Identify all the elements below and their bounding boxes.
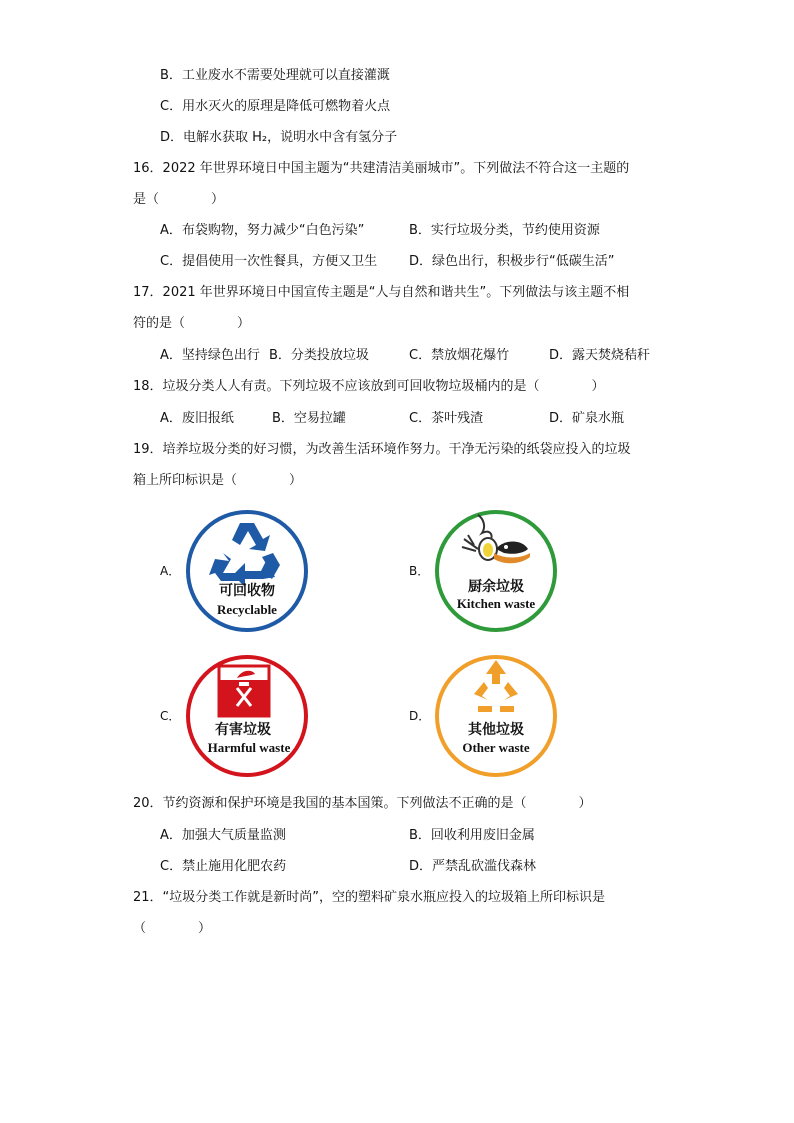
q19-label-c: C． xyxy=(160,709,181,723)
q21-stem-line2: （ ） xyxy=(133,921,212,936)
q20-stem: 20．节约资源和保护环境是我国的基本国策。下列做法不正确的是（ ） xyxy=(133,796,592,811)
q21-stem-line1: 21．“垃圾分类工作就是新时尚”，空的塑料矿泉水瓶应投入的垃圾箱上所印标识是 xyxy=(133,890,606,905)
q18-option-a: A．废旧报纸 xyxy=(160,411,234,426)
harmful-waste-cn-text: 有害垃圾 xyxy=(215,722,271,738)
q19-stem-line2: 箱上所印标识是（ ） xyxy=(133,473,303,488)
other-waste-sign xyxy=(434,654,558,778)
q17-stem-line2: 符的是（ ） xyxy=(133,316,251,331)
q17-option-b: B．分类投放垃圾 xyxy=(269,348,369,363)
q18-option-c: C．茶叶残渣 xyxy=(409,411,484,426)
q16-option-d: D．绿色出行，积极步行“低碳生活” xyxy=(409,254,615,269)
q17-option-c: C．禁放烟花爆竹 xyxy=(409,348,510,363)
q18-option-b: B．空易拉罐 xyxy=(272,411,346,426)
q17-option-a: A．坚持绿色出行 xyxy=(160,348,260,363)
kitchen-waste-cn-text: 厨余垃圾 xyxy=(468,579,524,595)
kitchen-waste-en-text: Kitchen waste xyxy=(456,596,536,611)
q16-option-c: C．提倡使用一次性餐具，方便又卫生 xyxy=(160,254,378,269)
hazard-bin-icon xyxy=(219,666,269,716)
q15-option-c: C．用水灭火的原理是降低可燃物着火点 xyxy=(160,99,391,114)
q20-option-a: A．加强大气质量监测 xyxy=(160,828,286,843)
q19-label-a: A． xyxy=(160,564,181,578)
q19-label-d: D． xyxy=(409,709,431,723)
q16-option-a: A．布袋购物，努力减少“白色污染” xyxy=(160,223,365,238)
q17-stem-line1: 17．2021 年世界环境日中国宣传主题是“人与自然和谐共生”。下列做法与该主题不相 xyxy=(133,285,630,300)
q20-option-b: B．回收利用废旧金属 xyxy=(409,828,535,843)
q16-stem-line1: 16．2022 年世界环境日中国主题为“共建清洁美丽城市”。下列做法不符合这一主题的 xyxy=(133,161,630,176)
other-waste-cn-text: 其他垃圾 xyxy=(468,722,524,738)
other-waste-en-text: Other waste xyxy=(462,740,530,755)
q19-label-b: B． xyxy=(409,564,430,578)
q20-option-c: C．禁止施用化肥农药 xyxy=(160,859,287,874)
q20-option-d: D．严禁乱砍滥伐森林 xyxy=(409,859,537,874)
q17-option-d: D．露天焚烧秸秆 xyxy=(549,348,651,363)
recyclable-sign xyxy=(185,509,309,633)
recyclable-en-text: Recyclable xyxy=(217,602,277,617)
q16-option-b: B．实行垃圾分类，节约使用资源 xyxy=(409,223,600,238)
q18-option-d: D．矿泉水瓶 xyxy=(549,411,625,426)
q15-option-d: D．电解水获取 H₂，说明水中含有氢分子 xyxy=(160,130,398,145)
q19-stem-line1: 19．培养垃圾分类的好习惯，为改善生活环境作努力。干净无污染的纸袋应投入的垃圾 xyxy=(133,442,631,457)
kitchen-waste-sign xyxy=(434,509,558,633)
recyclable-cn-text: 可回收物 xyxy=(219,583,275,599)
q18-stem: 18．垃圾分类人人有责。下列垃圾不应该放到可回收物垃圾桶内的是（ ） xyxy=(133,379,605,394)
harmful-waste-en-text: Harmful waste xyxy=(207,740,291,755)
harmful-waste-sign xyxy=(185,654,309,778)
q15-option-b: B．工业废水不需要处理就可以直接灌溉 xyxy=(160,68,390,83)
q16-stem-line2: 是（ ） xyxy=(133,192,225,207)
